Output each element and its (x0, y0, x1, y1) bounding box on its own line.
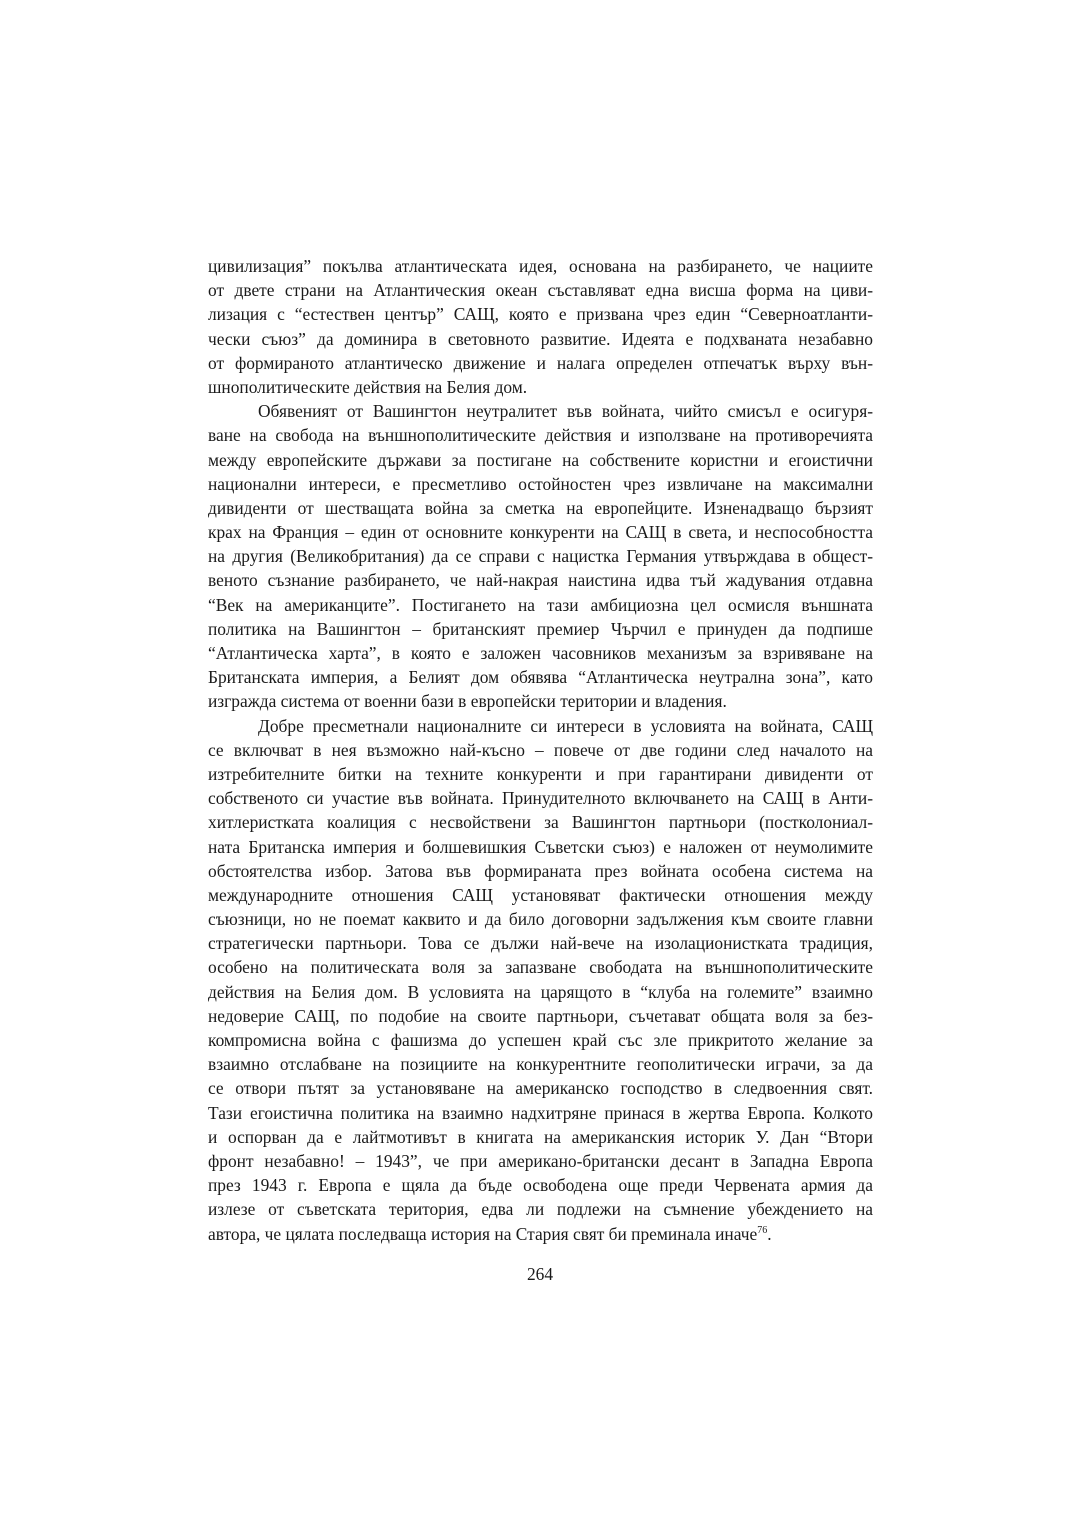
text-line (208, 641, 873, 665)
text-line (208, 278, 873, 302)
text-line (208, 714, 873, 738)
text-line (208, 1004, 873, 1028)
text-line (208, 423, 873, 447)
line-text: ване на свобода на външнополитическите действия и използване на противоречията (208, 425, 873, 446)
line-text: автора, че цялата последваща история на Стария свят би преминала иначе (208, 1223, 758, 1244)
line-text: Тази егоистична политика на взаимно надхитряне принася в жертва Европа. Колкото (208, 1102, 873, 1123)
text-line (208, 448, 873, 472)
text-line (208, 1125, 873, 1149)
line-text: изгражда система от военни бази в европейски територии и владения. (208, 691, 727, 712)
text-line (208, 738, 873, 762)
text-line (208, 931, 873, 955)
line-text: на другия (Великобритания) да се справи с нацистка Германия утвърждава в общест- (208, 546, 873, 567)
line-text: и оспорван да е лайтмотивът в книгата на американския историк У. Дан “Втори (208, 1126, 873, 1147)
line-text: действия на Белия дом. В условията на царящото в “клуба на големите” взаимно (208, 981, 873, 1002)
text-line (208, 810, 873, 834)
text-line (208, 544, 873, 568)
line-text: ната Британска империя и болшевишкия Съветски съюз) е наложен от неумолимите (208, 836, 873, 857)
text-line (208, 351, 873, 375)
text-line (208, 496, 873, 520)
text-line (208, 399, 873, 423)
text-line (208, 302, 873, 326)
text-line (208, 665, 873, 689)
text-line (208, 786, 873, 810)
text-line (208, 1028, 873, 1052)
trailing-punctuation: . (767, 1223, 772, 1244)
text-line (208, 617, 873, 641)
line-text: национални интереси, е пресметливо остойностен чрез извличане на максимални (208, 473, 873, 494)
text-line (208, 1222, 873, 1246)
line-text: “Атлантическа харта”, в която е заложен часовников механизъм за взривяване на (208, 643, 873, 663)
text-line (208, 1101, 873, 1125)
page-number: 264 (526, 1264, 554, 1284)
line-text: хитлеристката коалиция с несвойствени за Вашингтон партньори (постколониал- (208, 812, 873, 833)
line-text: веното съзнание разбирането, че най-накрая наистина идва тъй жадувания отдавна (208, 570, 873, 591)
text-line (208, 593, 873, 617)
line-text: между европейските държави за постигане на собствените користни и егоистични (208, 449, 873, 470)
paragraph (208, 399, 873, 713)
text-line (208, 883, 873, 907)
line-text: политика на Вашингтон – британският премиер Чърчил е принуден да подпише (208, 618, 873, 639)
line-text: Британската империя, а Белият дом обявява “Атлантическа неутрална зона”, като (208, 667, 873, 688)
line-text: се включват в нея възможно най-късно – повече от две години след началото на (208, 739, 873, 760)
line-text: Добре пресметнали националните си интереси в условията на войната, САЩ (258, 715, 873, 736)
text-line (208, 1076, 873, 1100)
line-text: “Век на американците”. Постигането на тази амбициозна цел осмисля външната (208, 594, 873, 615)
line-text: стратегически партньори. Това се дължи най-вече на изолационистката традиция, (208, 933, 873, 954)
line-text: фронт незабавно! – 1943”, че при американо-британски десант в Западна Европа (208, 1150, 873, 1171)
text-line (208, 520, 873, 544)
line-text: шнополитическите действия на Белия дом. (208, 376, 528, 397)
line-text: дивиденти от шестващата война за сметка на европейците. Изненадващо бързият (208, 497, 873, 518)
text-line (208, 254, 873, 278)
text-line (208, 1197, 873, 1221)
line-text: чески съюз” да доминира в световното развитие. Идеята е подхваната незабавно (208, 328, 873, 349)
text-line (208, 907, 873, 931)
text-line (208, 762, 873, 786)
line-text: собственото си участие във войната. Принудителното включването на САЩ в Анти- (208, 788, 873, 809)
line-text: недоверие САЩ, по подобие на своите партньори, съчетават общата воля за без- (208, 1005, 873, 1026)
line-text: обстоятелства избор. Затова във формираната през войната особена система на (208, 860, 873, 881)
text-line (208, 689, 873, 713)
line-text: от двете страни на Атлантическия океан съставляват една висша форма на циви- (208, 280, 873, 301)
text-line (208, 955, 873, 979)
line-text: изтребителните битки на техните конкуренти и при гарантирани дивиденти от (208, 763, 873, 784)
text-line (208, 859, 873, 883)
line-text: компромисна война с фашизма до успешен край със зле прикритото желание за (208, 1030, 873, 1050)
line-text: излезе от съветската територия, едва ли подлежи на съмнение убеждението на (208, 1199, 873, 1220)
line-text: взаимно отслабване на позициите на конкурентните геополитически играчи, за да (208, 1054, 873, 1075)
line-text: Обявеният от Вашингтон неутралитет във войната, чийто смисъл е осигуря- (258, 401, 873, 422)
text-line (208, 980, 873, 1004)
text-line (208, 375, 873, 399)
text-line (208, 472, 873, 496)
line-text: цивилизация” покълва атлантическата идея, основана на разбирането, че нациите (208, 256, 873, 276)
text-line (208, 1173, 873, 1197)
line-text: се отвори пътят за установяване на американско господство в следвоенния свят. (208, 1078, 873, 1099)
text-line (208, 1149, 873, 1173)
text-line (208, 327, 873, 351)
line-text: от формираното атлантическо движение и налага определен отпечатък върху вън- (208, 352, 873, 373)
text-line (208, 835, 873, 859)
line-text: съюзници, но не поемат каквито и да било договорни задължения към своите главни (208, 909, 873, 930)
line-text: крах на Франция – един от основните конкуренти на САЩ в света, и неспособността (208, 522, 873, 543)
text-line (208, 1052, 873, 1076)
line-text: през 1943 г. Европа е щяла да бъде освободена още преди Червената армия да (208, 1175, 873, 1196)
body-text (208, 254, 873, 1246)
line-text: особено на политическата воля за запазване свободата на външнополитическите (208, 957, 873, 978)
footnote-marker[interactable]: 76 (757, 1224, 768, 1236)
paragraph (208, 714, 873, 1246)
line-text: лизация с “естествен център” САЩ, която е призвана чрез един “Северноатланти- (208, 304, 873, 325)
line-text: международните отношения САЩ установяват фактически отношения между (208, 884, 873, 905)
text-line (208, 568, 873, 592)
paragraph (208, 254, 873, 399)
